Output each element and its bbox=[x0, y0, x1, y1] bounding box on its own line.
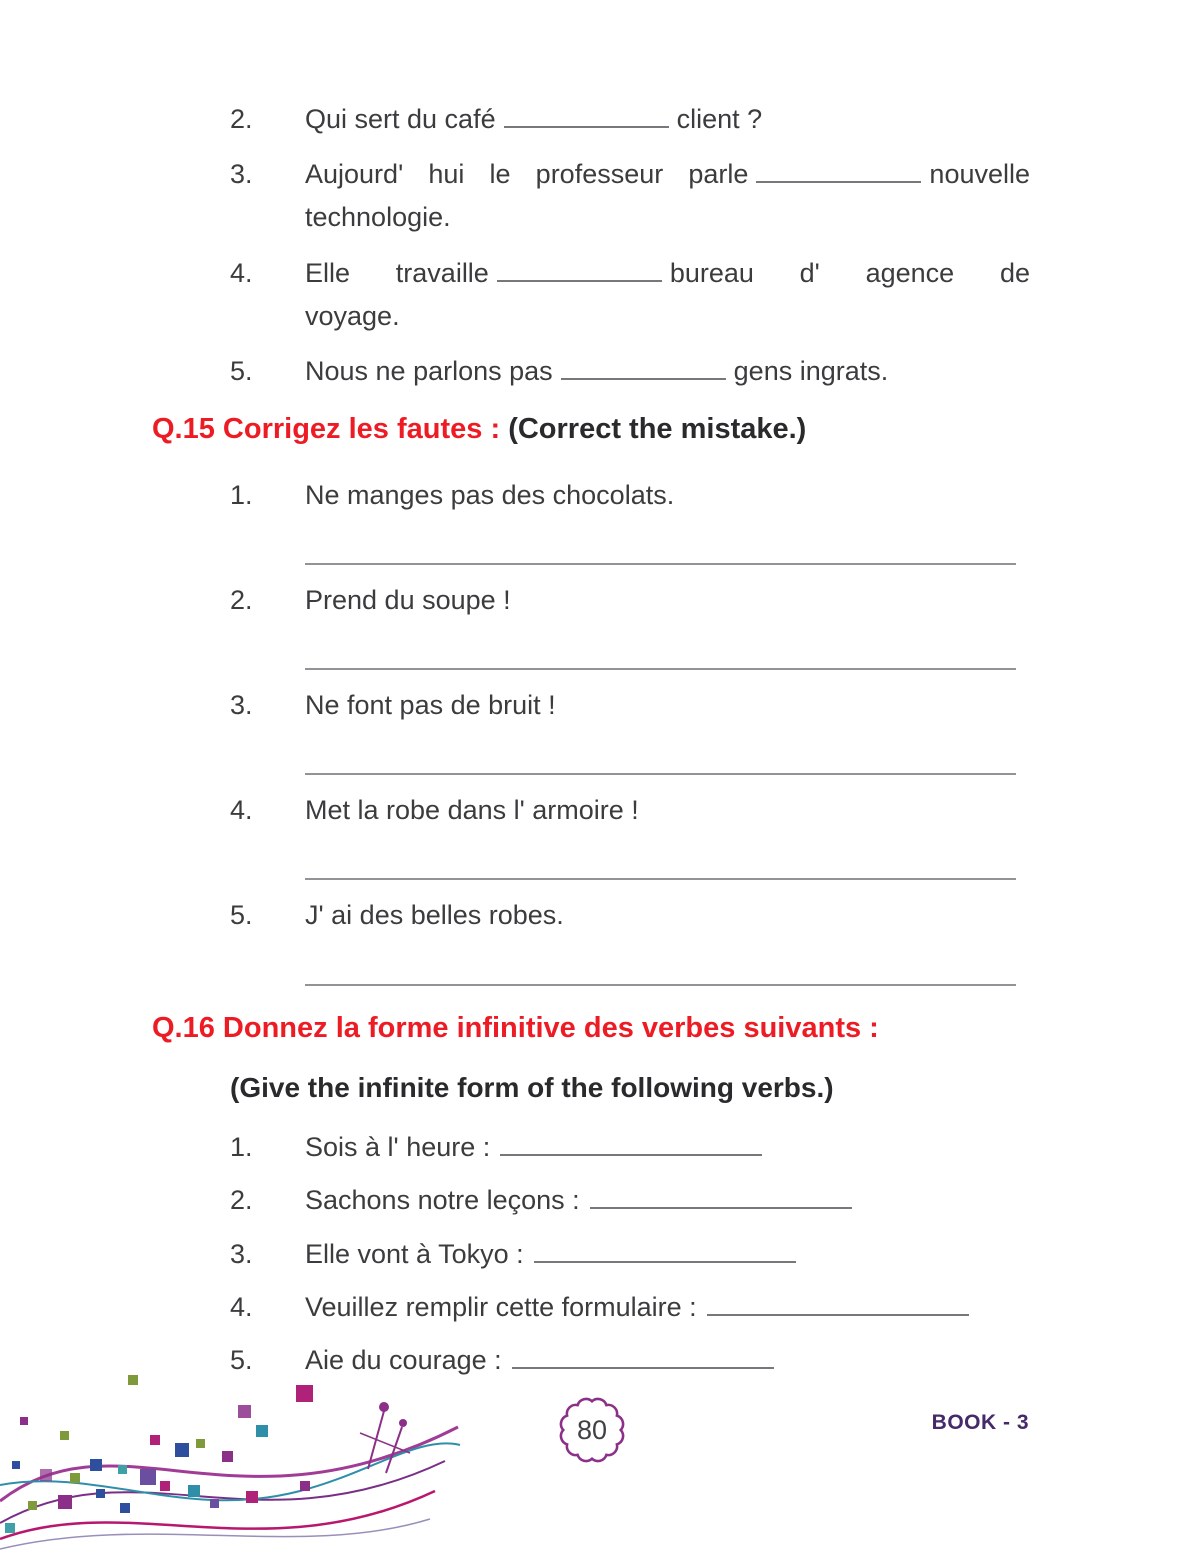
item-text-post: gens ingrats. bbox=[733, 355, 889, 386]
item-number: 2. bbox=[230, 104, 253, 134]
book-label: BOOK - 3 bbox=[931, 1411, 1029, 1434]
item-text-line1 bbox=[305, 153, 1030, 196]
answer-line bbox=[305, 517, 1016, 565]
sentence: J' ai des belles robes. bbox=[305, 900, 564, 931]
correct-mistake-item bbox=[230, 579, 1030, 676]
item-text bbox=[305, 684, 1030, 781]
item-text-post: nouvelle bbox=[929, 159, 1030, 190]
page-number: 80 bbox=[576, 1414, 608, 1445]
item-text bbox=[305, 579, 1030, 676]
item-number: 4. bbox=[230, 1291, 253, 1322]
item-number: 5. bbox=[230, 355, 253, 386]
question-15-title-french: Q.15 Corrigez les fautes : bbox=[152, 413, 501, 446]
sentence: Met la robe dans l' armoire ! bbox=[305, 795, 639, 826]
item-text-line1 bbox=[305, 252, 1030, 295]
item-text-pre: Elle travaille bbox=[305, 257, 489, 288]
item-text bbox=[305, 1286, 1030, 1329]
item-text-pre: Nous ne parlons pas bbox=[305, 355, 553, 386]
item-text-pre: Aujourd' hui le professeur parle bbox=[305, 159, 749, 190]
answer-line bbox=[305, 832, 1016, 880]
item-number: 2. bbox=[230, 1185, 253, 1216]
item-number: 5. bbox=[230, 900, 253, 931]
item-text-post: client ? bbox=[676, 104, 763, 134]
correct-mistake-item bbox=[230, 684, 1030, 781]
item-number: 4. bbox=[230, 257, 253, 288]
item-text bbox=[305, 153, 1030, 239]
decorative-swirl-art bbox=[0, 1373, 470, 1555]
answer-blank bbox=[561, 351, 726, 380]
answer-blank bbox=[590, 1180, 852, 1209]
item-text-line2: technologie. bbox=[305, 202, 451, 233]
answer-blank bbox=[497, 253, 662, 282]
answer-blank bbox=[504, 99, 669, 128]
item-text-line2: voyage. bbox=[305, 300, 400, 331]
sentence: Ne manges pas des chocolats. bbox=[305, 479, 675, 510]
infinitive-item bbox=[230, 1233, 1030, 1276]
fill-blank-item bbox=[230, 252, 1030, 338]
correct-mistake-item bbox=[230, 789, 1030, 886]
item-number: 3. bbox=[230, 1238, 253, 1269]
question-16-heading bbox=[152, 1008, 1030, 1049]
page-number-badge bbox=[553, 1391, 631, 1469]
sentence: Prend du soupe ! bbox=[305, 584, 511, 615]
infinitive-item bbox=[230, 1286, 1030, 1329]
answer-line bbox=[305, 622, 1016, 670]
page-footer bbox=[0, 1373, 1181, 1563]
item-text bbox=[305, 252, 1030, 338]
answer-line bbox=[305, 727, 1016, 775]
sentence: Veuillez remplir cette formulaire : bbox=[305, 1291, 697, 1322]
item-text bbox=[305, 1126, 1030, 1169]
sentence: Aie du courage : bbox=[305, 1345, 502, 1375]
sentence: Sois à l' heure : bbox=[305, 1132, 491, 1163]
correct-mistake-item bbox=[230, 894, 1030, 991]
sentence: Sachons notre leçons : bbox=[305, 1185, 580, 1216]
fill-blank-item bbox=[230, 153, 1030, 239]
answer-blank bbox=[534, 1234, 796, 1263]
infinitive-item bbox=[230, 1126, 1030, 1169]
item-number: 1. bbox=[230, 1132, 253, 1163]
answer-blank bbox=[756, 154, 921, 183]
question-15-title-english: (Correct the mistake.) bbox=[508, 413, 807, 446]
item-text bbox=[305, 350, 1030, 393]
item-text bbox=[305, 894, 1030, 991]
item-text bbox=[305, 1233, 1030, 1276]
item-number: 2. bbox=[230, 584, 253, 615]
question-15-heading bbox=[152, 409, 1030, 450]
item-number: 3. bbox=[230, 159, 253, 190]
question-16-title-french: Q.16 Donnez la forme infinitive des verbes suivants : bbox=[152, 1011, 879, 1044]
sentence: Elle vont à Tokyo : bbox=[305, 1238, 524, 1269]
answer-blank bbox=[512, 1340, 774, 1369]
item-number: 3. bbox=[230, 690, 253, 721]
infinitive-item bbox=[230, 1179, 1030, 1222]
item-text bbox=[305, 789, 1030, 886]
answer-blank bbox=[707, 1287, 969, 1316]
item-number: 5. bbox=[230, 1345, 253, 1375]
fill-blank-item bbox=[230, 98, 1030, 141]
item-text bbox=[305, 1179, 1030, 1222]
item-text-pre: Qui sert du café bbox=[305, 104, 496, 134]
answer-line bbox=[305, 938, 1016, 986]
correct-mistake-item bbox=[230, 474, 1030, 571]
item-number: 4. bbox=[230, 795, 253, 826]
question-16-title-english: (Give the infinite form of the following verbs.) bbox=[230, 1072, 834, 1104]
item-text-post: bureau d' agence de bbox=[669, 257, 1030, 288]
item-text bbox=[305, 474, 1030, 571]
item-number: 1. bbox=[230, 479, 253, 510]
answer-blank bbox=[500, 1127, 762, 1156]
item-text bbox=[305, 98, 1030, 141]
sentence: Ne font pas de bruit ! bbox=[305, 690, 556, 721]
fill-blank-item bbox=[230, 350, 1030, 393]
